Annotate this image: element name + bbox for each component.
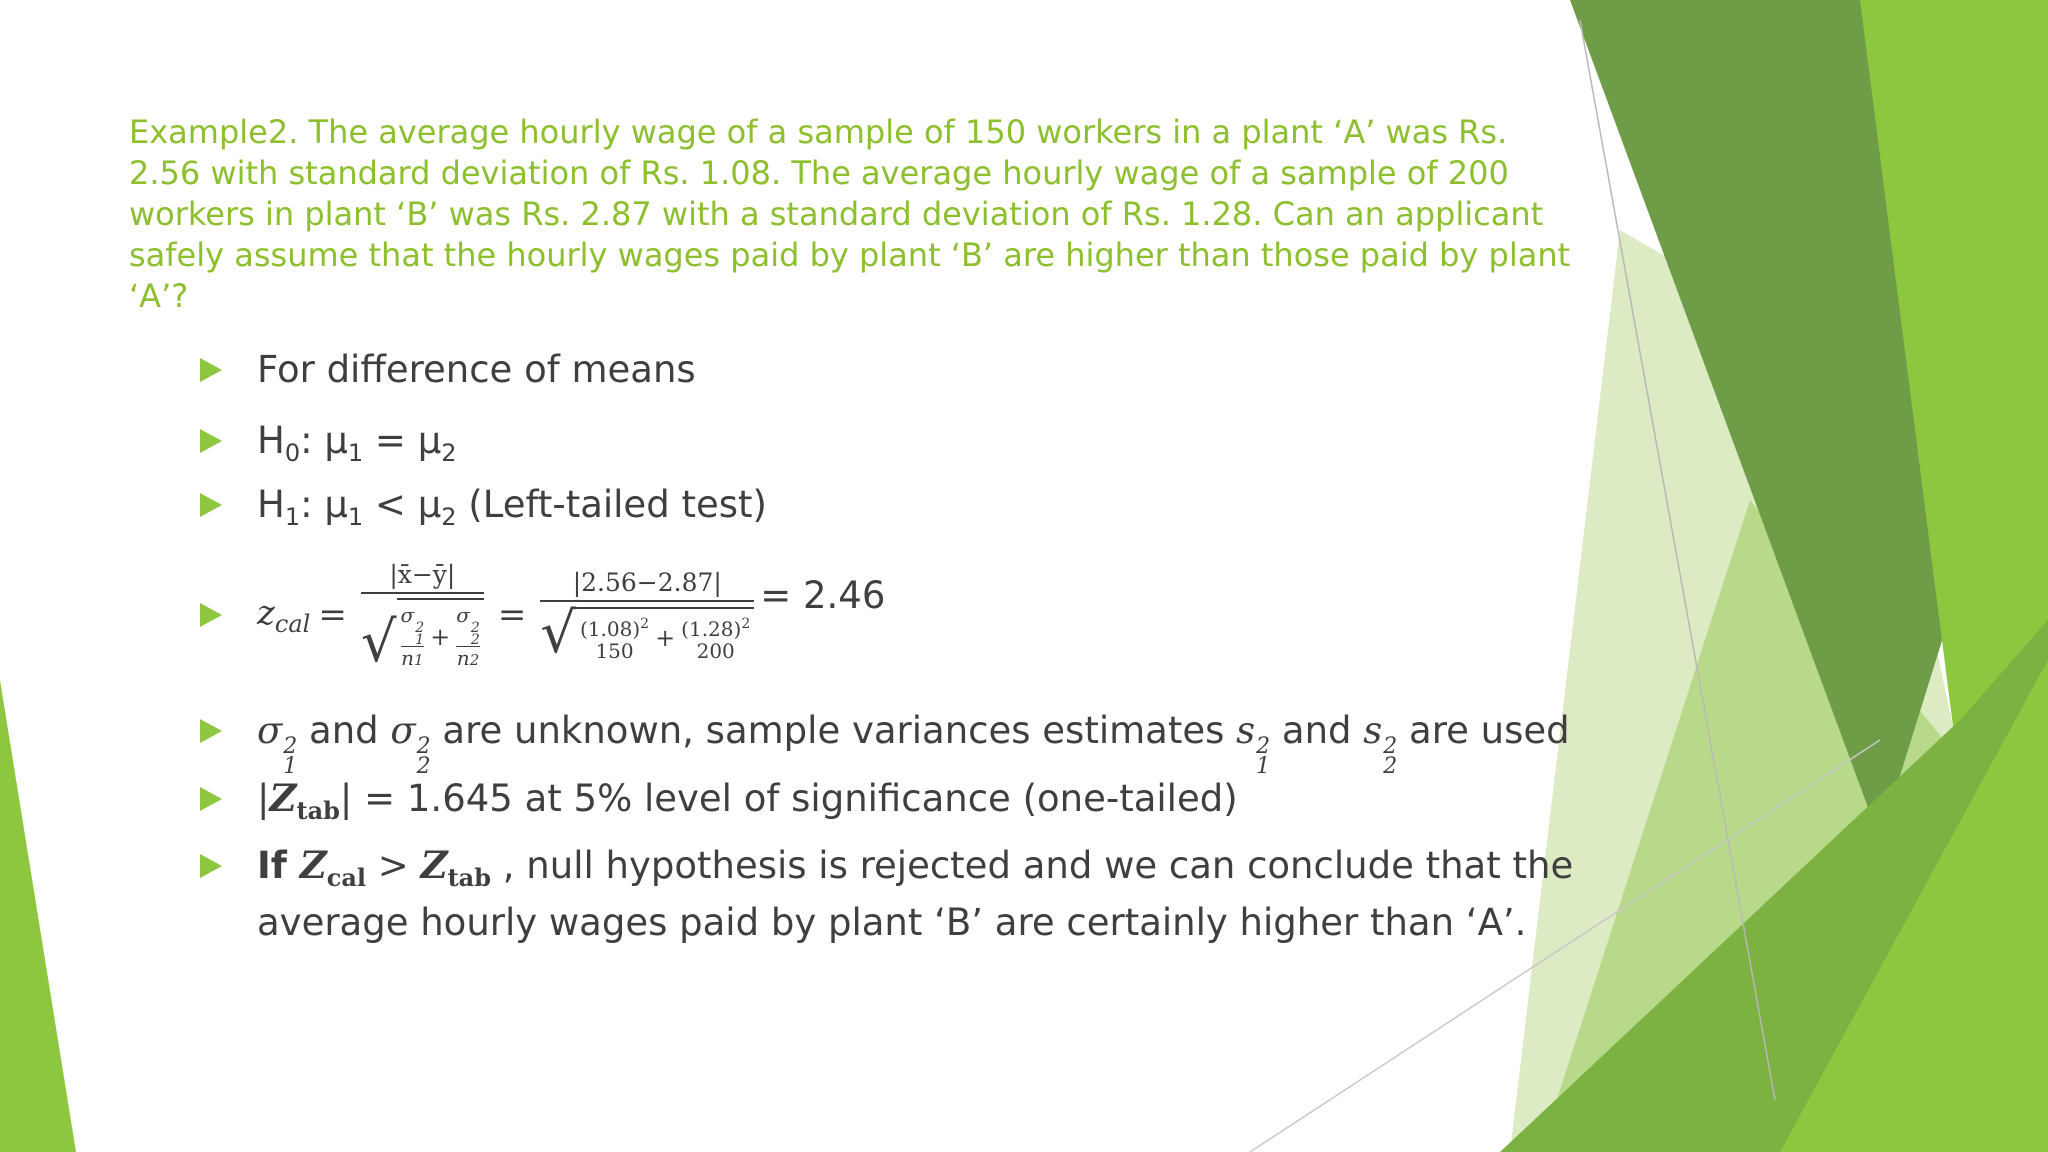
plus-sign: + [655,623,676,652]
symbolic-numerator: |x̄−ȳ| [389,559,456,589]
bullet-arrow-icon [200,493,222,517]
v1 [580,613,649,640]
sigma2 [456,604,480,646]
n-letter: n [456,645,470,670]
z-cal-subscript: cal [274,609,311,638]
z-letter: Z [420,843,448,887]
numeric-fraction [540,568,754,666]
bullet-arrow-icon [200,429,222,453]
bullet-difference-of-means [200,347,696,392]
z-cal-subscript: cal [326,863,367,892]
sqrt-icon: √ [360,609,397,675]
numeric-denominator [540,601,754,666]
s2 [1363,709,1398,779]
sqrt-icon: √ [540,601,576,666]
sub: 1 [283,754,298,779]
bullet-arrow-icon [200,358,222,382]
z-tab-text [257,776,1238,833]
scripts [416,734,431,779]
sup: 2 [1256,734,1271,759]
sigma2 [390,709,431,779]
mu-2: < μ [363,483,442,526]
z-letter: Z [269,776,297,820]
sigma2-sub: 2 [470,631,480,648]
bullet-arrow-icon [200,787,222,811]
z-letter: Z [299,843,327,887]
mu-1-subscript: 1 [347,439,364,467]
bullet-alt-hypothesis [200,482,767,540]
conclusion-text [257,843,1573,945]
s-letter: s [1363,709,1383,752]
bullet-arrow-icon [200,854,222,878]
alt-hypothesis-text [257,482,767,540]
h-letter: H [257,419,285,462]
sigma-letter: σ [390,709,416,752]
sqrt-body [576,607,754,662]
h-letter: H [257,483,285,526]
text: and [1270,709,1364,752]
z-tab-subscript: tab [296,796,340,825]
test-type: (Left-tailed test) [456,483,767,526]
v2-value: (1.28) [681,617,742,641]
bullet-null-hypothesis [200,418,457,476]
sigma-letter: σ [400,602,415,627]
numeric-numerator: |2.56−2.87| [572,568,722,597]
v2-over-200 [681,613,750,662]
v1-sup: 2 [640,616,650,632]
sigma2-sup: 2 [470,619,480,636]
mu-1-subscript: 1 [347,503,364,531]
n1 [401,647,423,671]
sigma-letter: σ [456,602,470,627]
sigma1-sub: 1 [415,631,425,648]
text: are unknown, sample variances estimates [430,709,1237,752]
mu-1: : μ [300,483,348,526]
slide-title: Example2. The average hourly wage of a sample of 150 workers in a plant ‘A’ was Rs. 2.56 with standard deviation of Rs. 1.08. The average hourly wage of a sample of 200 workers in plant ‘B’ was Rs. 2.87 with a standard deviation of Rs. 1.28. Can an applicant safely assume that the hourly wages paid by plant ‘B’ are higher than those paid by plant ‘A’? [129,113,1571,315]
conclusion-line-2: average hourly wages paid by plant ‘B’ are certainly higher than ‘A’. [257,901,1527,944]
sup: 2 [1383,734,1398,759]
d2: 200 [696,639,735,663]
if-word: If [257,844,300,887]
sigma1 [401,604,425,646]
symbolic-denominator [360,594,484,675]
d1: 150 [595,639,634,663]
sigma1-scripts [415,619,425,648]
n-letter: n [401,645,414,670]
symbolic-fraction [360,559,484,675]
sub: 1 [1256,754,1271,779]
bullet-z-tab [200,776,1238,833]
sigma1 [257,709,298,779]
bullet-conclusion [200,843,1573,945]
sigma2-over-n2 [456,604,480,671]
v2-sup: 2 [741,616,751,632]
sigma1-over-n1 [401,604,425,671]
bullet-arrow-icon [200,719,222,743]
z-tab-value: | = 1.645 at 5% level of significance (one-tailed) [339,777,1238,820]
unknown-variances-text [257,708,1570,777]
n2-sub: 2 [469,650,480,669]
sigma2-scripts [470,619,480,648]
text: are used [1397,709,1570,752]
n2 [457,647,479,671]
sigma-letter: σ [257,709,283,752]
sigma1-sup: 2 [415,619,425,636]
sup: 2 [416,734,431,759]
mu-1: : μ [300,419,348,462]
n1-sub: 1 [414,650,424,669]
z-formula [200,545,885,685]
z-tab-subscript: tab [447,863,492,892]
h-subscript: 0 [284,439,301,467]
sub: 2 [416,754,431,779]
text: and [297,709,391,752]
z-cal-symbol [257,593,310,638]
mu-2-subscript: 2 [441,503,457,531]
mu-2-subscript: 2 [441,439,457,467]
scripts [1256,734,1271,779]
sub: 2 [1383,754,1398,779]
v1-value: (1.08) [580,617,641,641]
scripts [283,734,298,779]
v2 [681,613,750,640]
s-letter: s [1236,709,1256,752]
bullet-unknown-variances [200,708,1570,777]
greater-than: > [366,844,421,887]
bullet-text: For difference of means [257,348,696,391]
plus-sign: + [430,623,451,651]
z-letter: z [257,592,275,633]
equals-sign: = [497,595,527,635]
v1-over-150 [580,613,649,662]
z-result: = 2.46 [760,573,886,617]
h-subscript: 1 [284,503,301,531]
sup: 2 [283,734,298,759]
mu-2: = μ [363,419,442,462]
null-hypothesis-text [257,418,457,476]
sqrt-body [397,598,484,671]
s1 [1236,709,1271,779]
abs-open: | [257,777,270,820]
equals-sign: = [318,595,347,635]
conclusion-line-1: , null hypothesis is rejected and we can conclude that the [491,844,1574,887]
bullet-arrow-icon [200,603,222,627]
scripts [1383,734,1398,779]
